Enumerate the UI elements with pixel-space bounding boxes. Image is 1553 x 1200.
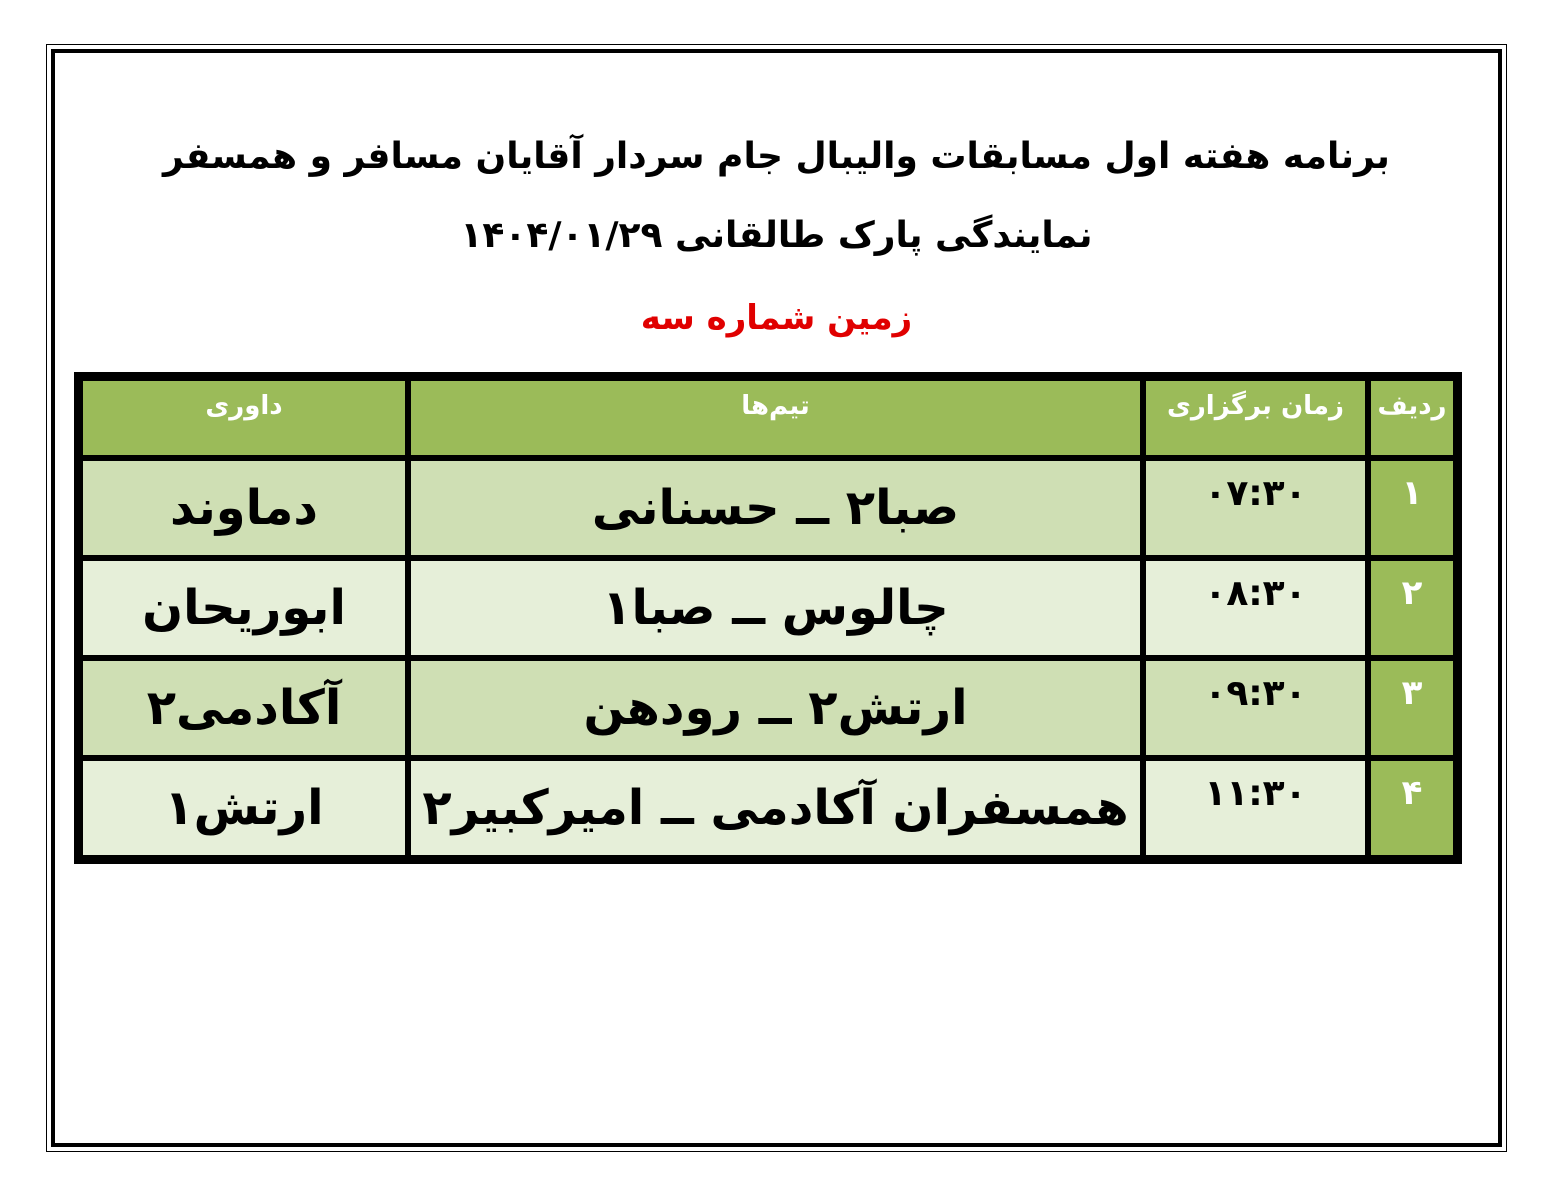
header-time: زمان برگزاری	[1143, 378, 1368, 458]
row-number: ۴	[1368, 758, 1456, 858]
schedule-table	[74, 372, 1462, 864]
match-teams: صبا۲ ــ حسنانی	[408, 458, 1143, 558]
table-header-row	[80, 378, 1456, 458]
header-referee: داوری	[80, 378, 408, 458]
table-row	[80, 458, 1456, 558]
page-title-date: نمایندگی پارک طالقانی ۱۴۰۴/۰۱/۲۹	[460, 215, 1093, 256]
header-teams: تیم‌ها	[408, 378, 1143, 458]
table-row	[80, 758, 1456, 858]
match-referee: آکادمی۲	[80, 658, 408, 758]
match-time: ۰۹:۳۰	[1143, 658, 1368, 758]
row-number: ۱	[1368, 458, 1456, 558]
match-referee: دماوند	[80, 458, 408, 558]
match-time: ۰۷:۳۰	[1143, 458, 1368, 558]
row-number: ۳	[1368, 658, 1456, 758]
page-title: برنامه هفته اول مسابقات والیبال جام سردار آقایان مسافر و همسفر	[163, 136, 1390, 177]
court-subtitle: زمین شماره سه	[640, 298, 913, 338]
table-row	[80, 558, 1456, 658]
header-row-number: ردیف	[1368, 378, 1456, 458]
match-referee: ابوریحان	[80, 558, 408, 658]
match-time: ۱۱:۳۰	[1143, 758, 1368, 858]
match-referee: ارتش۱	[80, 758, 408, 858]
table-row	[80, 658, 1456, 758]
row-number: ۲	[1368, 558, 1456, 658]
match-time: ۰۸:۳۰	[1143, 558, 1368, 658]
match-teams: چالوس ــ صبا۱	[408, 558, 1143, 658]
match-teams: همسفران آکادمی ــ امیرکبیر۲	[408, 758, 1143, 858]
match-teams: ارتش۲ ــ رودهن	[408, 658, 1143, 758]
